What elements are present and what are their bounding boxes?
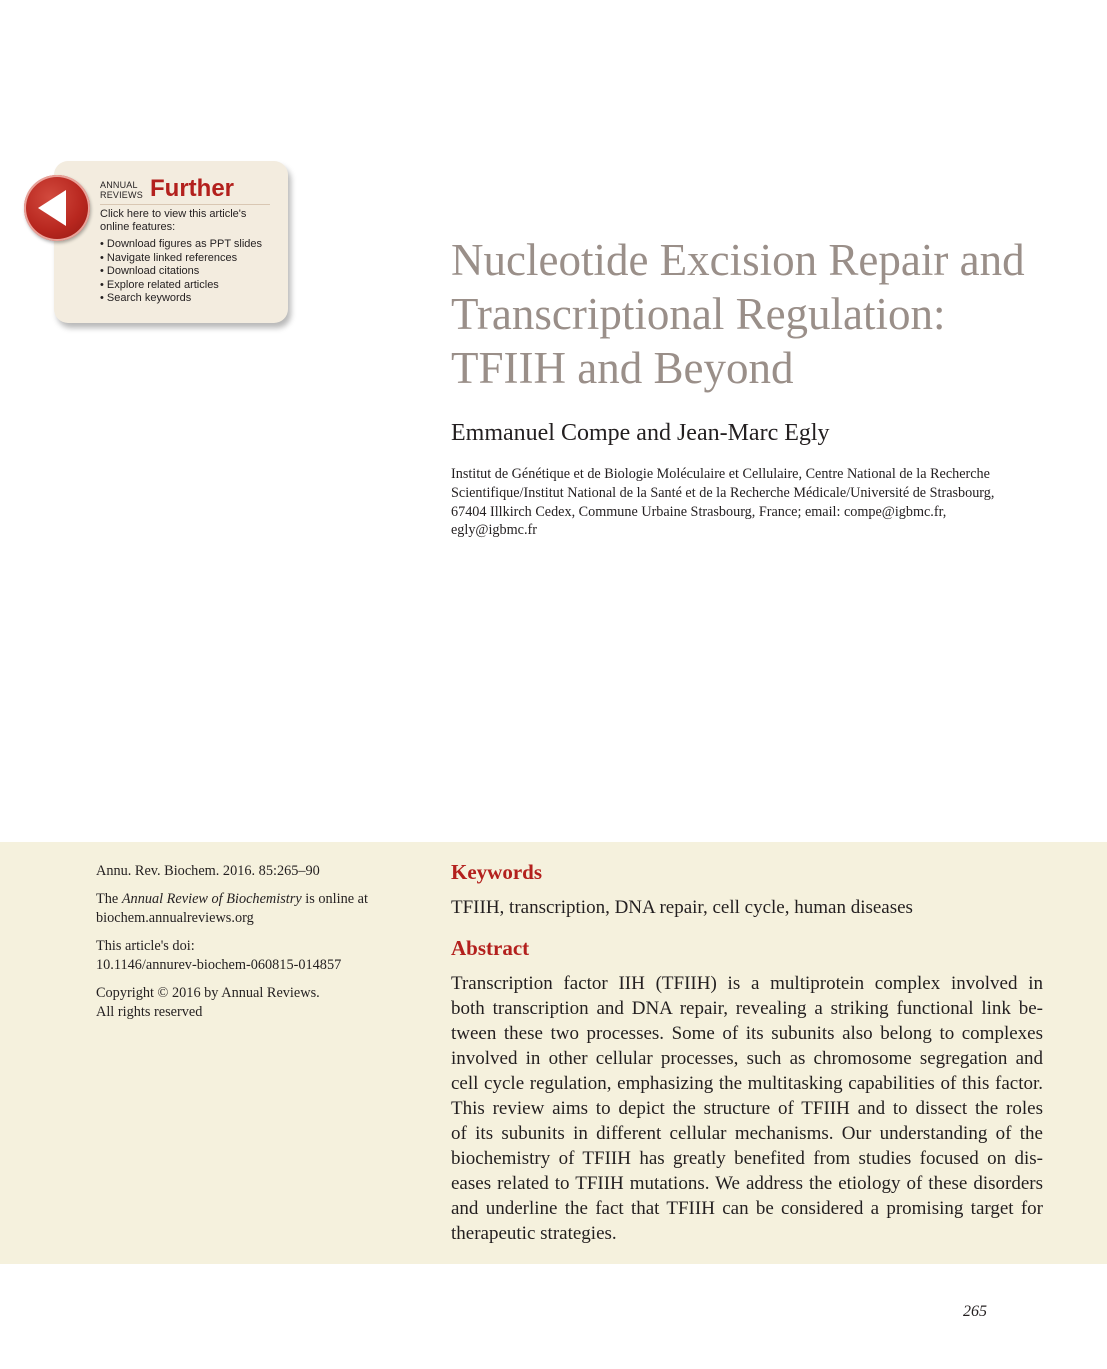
- brand-further: Further: [150, 175, 234, 202]
- title-line: TFIIH and Beyond: [451, 343, 794, 393]
- abstract-line: This review aims to depict the structure of TFIIH and to dissect the roles: [451, 1098, 1043, 1119]
- doi-label: This article's doi:: [96, 938, 195, 954]
- title-line: Nucleotide Excision Repair and: [451, 235, 1025, 285]
- feature-linked-references[interactable]: • Navigate linked references: [100, 252, 280, 266]
- further-intro-line2: online features:: [100, 221, 176, 233]
- abstract-text: [451, 971, 1043, 1246]
- abstract-heading: Abstract: [451, 936, 530, 960]
- doi-block: [96, 937, 396, 975]
- further-divider: [100, 204, 270, 205]
- abstract-line: both transcription and DNA repair, revealing a striking functional link be-: [451, 998, 1043, 1019]
- journal-name: Annual Review of Biochemistry: [121, 891, 302, 907]
- feature-download-figures[interactable]: • Download figures as PPT slides: [100, 238, 280, 252]
- back-arrow-icon[interactable]: [24, 175, 90, 241]
- click-here-link[interactable]: Click here: [100, 208, 149, 220]
- article-authors: Emmanuel Compe and Jean-Marc Egly: [451, 420, 830, 446]
- further-intro-rest: to view this article's: [148, 208, 247, 220]
- further-content: [100, 208, 280, 306]
- brand-annual: ANNUAL: [100, 180, 138, 190]
- abstract-line: tween these two processes. Some of its subunits also belong to complexes: [451, 1023, 1043, 1044]
- keywords-list: TFIIH, transcription, DNA repair, cell cycle, human diseases: [451, 897, 913, 918]
- title-line: Transcriptional Regulation:: [451, 289, 946, 339]
- abstract-line: Transcription factor IIH (TFIIH) is a multiprotein complex involved in: [451, 973, 1043, 994]
- feature-download-citations[interactable]: • Download citations: [100, 265, 280, 279]
- abstract-line: therapeutic strategies.: [451, 1223, 617, 1244]
- abstract-line: eases related to TFIIH mutations. We address the etiology of these disorders: [451, 1173, 1043, 1194]
- article-meta: [96, 862, 396, 1031]
- abstract-line: cell cycle regulation, emphasizing the multitasking capabilities of this factor.: [451, 1073, 1043, 1094]
- abstract-line: biochemistry of TFIIH has greatly benefited from studies focused on dis-: [451, 1148, 1043, 1169]
- copyright: Copyright © 2016 by Annual Reviews.: [96, 985, 320, 1001]
- further-intro: [100, 208, 280, 221]
- affiliation-line: Scientifique/Institut National de la Santé et de la Recherche Médicale/Université de Strasbourg,: [451, 484, 995, 501]
- abstract-line: and underline the fact that TFIIH can be considered a promising target for: [451, 1198, 1043, 1219]
- feature-search-keywords[interactable]: • Search keywords: [100, 292, 280, 306]
- online-note: The Annual Review of Biochemistry is online at biochem.annualreviews.org: [96, 890, 396, 928]
- abstract-line: of its subunits in different cellular mechanisms. Our understanding of the: [451, 1123, 1043, 1144]
- affiliation-line: 67404 Illkirch Cedex, Commune Urbaine Strasbourg, France; email: compe@igbmc.fr,: [451, 503, 947, 520]
- keywords-heading: Keywords: [451, 860, 542, 884]
- doi-value[interactable]: 10.1146/annurev-biochem-060815-014857: [96, 957, 342, 973]
- page-number: 265: [963, 1303, 987, 1320]
- copyright-block: [96, 984, 396, 1022]
- further-feature-list: [100, 238, 280, 306]
- feature-related-articles[interactable]: • Explore related articles: [100, 279, 280, 293]
- citation: Annu. Rev. Biochem. 2016. 85:265–90: [96, 863, 320, 879]
- brand-reviews: REVIEWS: [100, 190, 143, 200]
- article-title: [451, 233, 1071, 395]
- journal-website[interactable]: biochem.annualreviews.org: [96, 910, 254, 926]
- affiliation-line: Institut de Génétique et de Biologie Moléculaire et Cellulaire, Centre National de la Recherche: [451, 466, 990, 482]
- abstract-line: involved in other cellular processes, such as chromosome segregation and: [451, 1048, 1043, 1069]
- rights: All rights reserved: [96, 1004, 203, 1020]
- author-affiliation: [451, 465, 1051, 540]
- affiliation-line: egly@igbmc.fr: [451, 522, 537, 539]
